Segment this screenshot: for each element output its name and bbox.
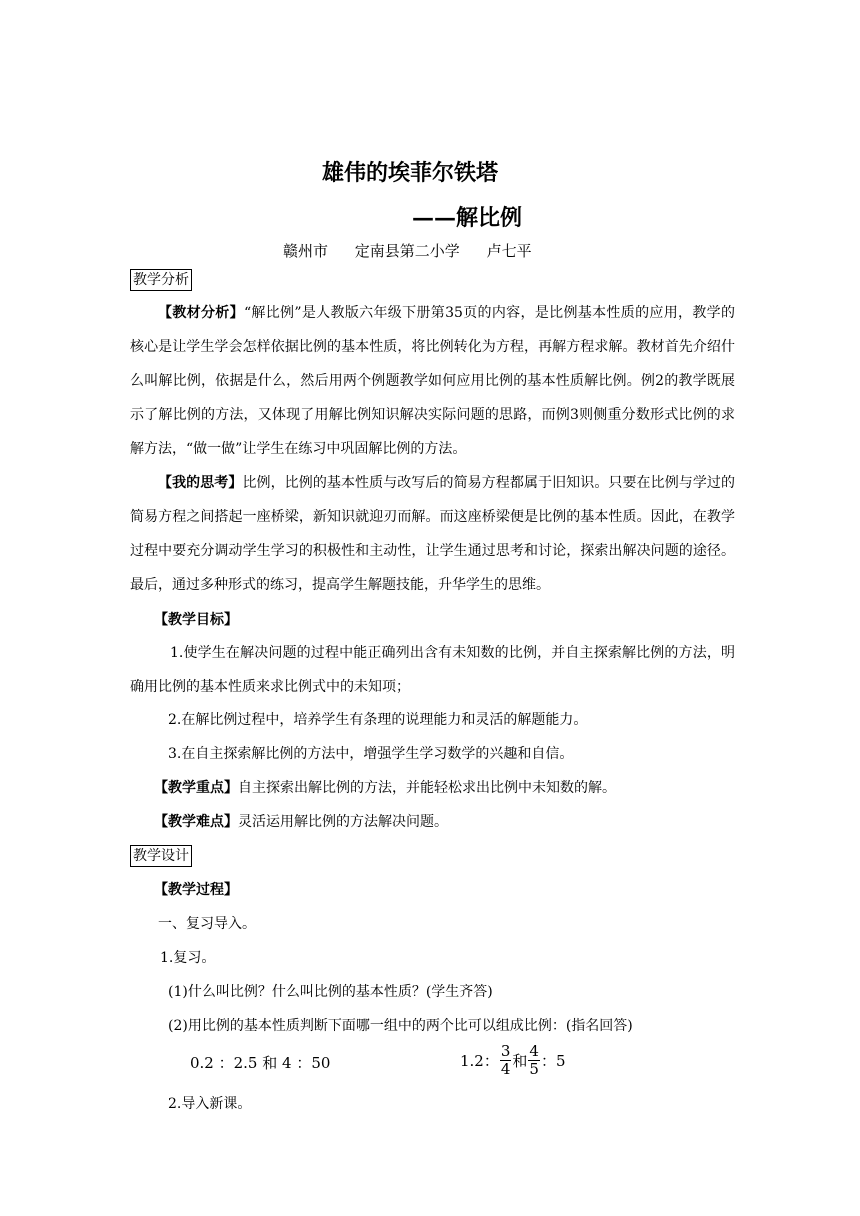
document-title: 雄伟的埃菲尔铁塔 — [321, 160, 498, 186]
my-thinking-label: 【我的思考】 — [158, 475, 243, 491]
key-point-text: 自主探索出解比例的方法，并能轻松求出比例中未知数的解。 — [238, 780, 616, 796]
intro-new-lesson: 2.导入新课。 — [168, 1096, 252, 1112]
key-point-line — [154, 777, 616, 797]
author-line — [283, 240, 554, 261]
fraction-2-numerator: 4 — [529, 1041, 539, 1060]
ratio-option-b — [460, 1040, 566, 1080]
fraction-1-numerator: 3 — [500, 1041, 511, 1060]
fraction-four-fifths — [528, 1043, 540, 1078]
difficulty-text: 灵活运用解比例的方法解决问题。 — [238, 814, 448, 830]
difficulty-line — [154, 811, 448, 831]
goal-item-1: 1.使学生在解决问题的过程中能正确列出含有未知数的比例，并自主探索解比例的方法，明确用比例的基本性质来求比例式中的未知项； — [130, 645, 735, 695]
review-question-2: (2)用比例的基本性质判断下面哪一组中的两个比可以组成比例：(指名回答) — [168, 1018, 633, 1034]
section-heading-analysis: 教学分析 — [130, 269, 192, 291]
review-question-1: (1)什么叫比例？什么叫比例的基本性质？(学生齐答) — [168, 984, 493, 1000]
author-city: 赣州市 — [283, 242, 329, 260]
document-subtitle: ——解比例 — [412, 205, 523, 231]
material-analysis-label: 【教材分析】 — [158, 305, 244, 321]
fraction-three-quarters — [500, 1043, 512, 1078]
ratio-b-and: 和 — [512, 1051, 528, 1070]
fraction-1-denominator: 4 — [500, 1059, 511, 1078]
ratio-b-prefix: 1.2： — [460, 1051, 499, 1070]
fraction-2-denominator: 5 — [529, 1059, 539, 1078]
goal-item-3: 3.在自主探索解比例的方法中，增强学生学习数学的兴趣和自信。 — [168, 746, 574, 762]
review-heading: 1.复习。 — [160, 950, 216, 966]
goals-label: 【教学目标】 — [154, 612, 238, 628]
my-thinking-text: 比例，比例的基本性质与改写后的简易方程都属于旧知识。只要在比例与学过的简易方程之间搭起一座桥梁，新知识就迎刃而解。而这座桥梁便是比例的基本性质。因此，在教学过程中要充分调动学生学习的积极性和主动性，让学生通过思考和讨论，探索出解决问题的途径。最后，通过多种形式的练习，提高学生解题技能，升华学生的思维。 — [130, 475, 736, 593]
difficulty-label: 【教学难点】 — [154, 814, 238, 830]
process-step-1: 一、复习导入。 — [158, 916, 256, 932]
section-heading-design: 教学设计 — [130, 845, 192, 867]
material-analysis-text: “解比例”是人教版六年级下册第35页的内容，是比例基本性质的应用，教学的核心是让学生学会怎样依据比例的基本性质，将比例转化为方程，再解方程求解。教材首先介绍什么叫解比例，依据是什么，然后用两个例题教学如何应用比例的基本性质解比例。例2的教学既展示了解比例的方法，又体现了用解比例知识解决实际问题的思路，而例3则侧重分数形式比例的求解方法，“做一做”让学生在练习中巩固解比例的方法。 — [130, 305, 735, 457]
goal-item-2: 2.在解比例过程中，培养学生有条理的说理能力和灵活的解题能力。 — [168, 712, 588, 728]
ratio-b-suffix: ：5 — [540, 1051, 566, 1070]
process-label: 【教学过程】 — [154, 882, 238, 898]
author-school: 定南县第二小学 — [354, 242, 460, 260]
ratio-option-a: 0.2 ：2.5 和 4 ：50 — [190, 1054, 331, 1072]
key-point-label: 【教学重点】 — [154, 780, 238, 796]
material-analysis-paragraph — [130, 296, 735, 466]
my-thinking-paragraph — [130, 466, 735, 602]
author-name: 卢七平 — [486, 242, 532, 260]
